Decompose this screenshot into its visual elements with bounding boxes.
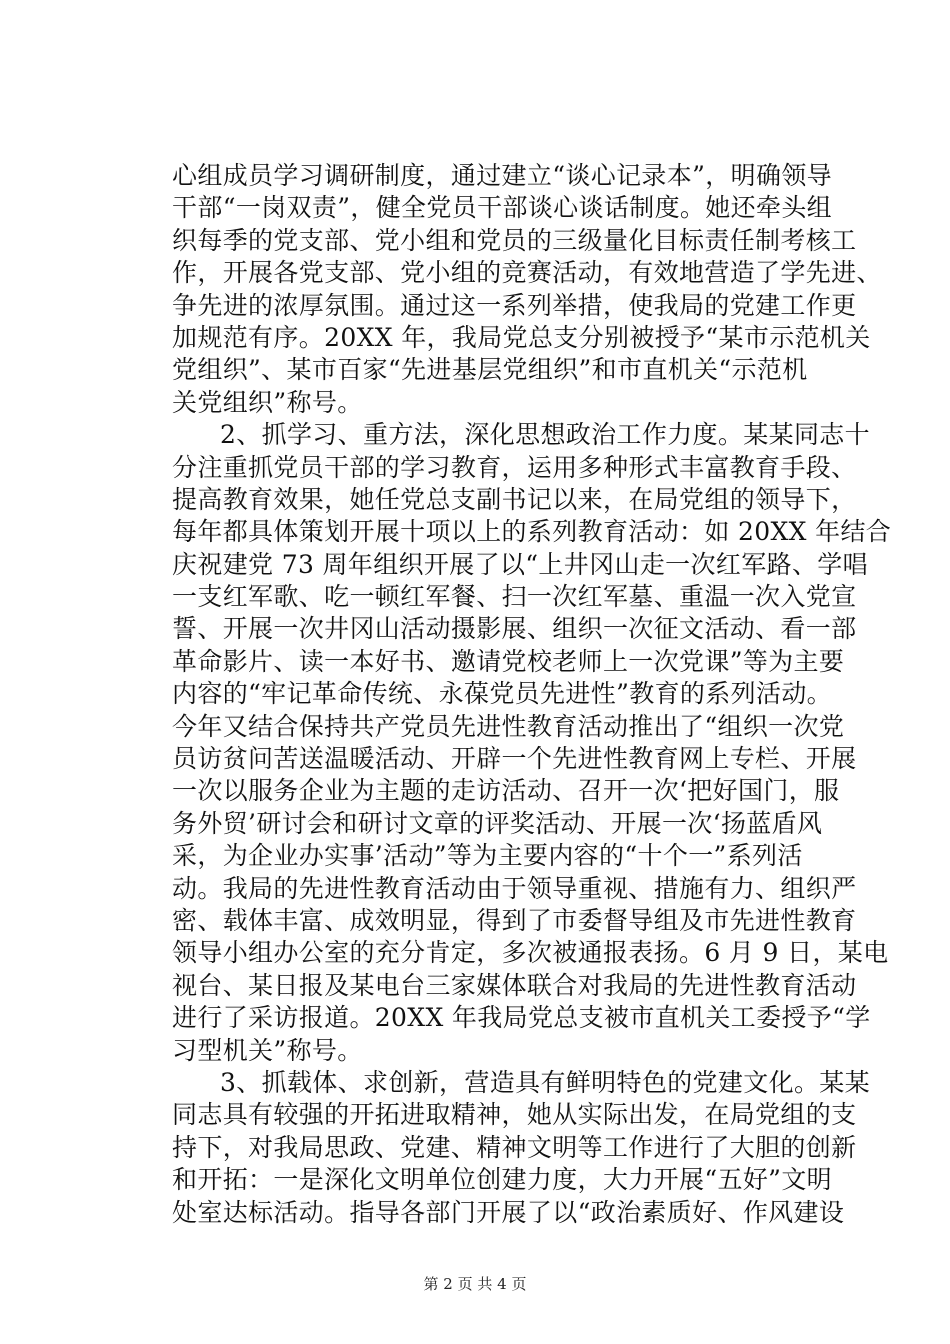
- text-line: 一支红军歌、吃一顿红军餐、扫一次红军墓、重温一次入党宣: [172, 582, 857, 612]
- text-line: 员访贫问苦送温暖活动、开辟一个先进性教育网上专栏、开展: [172, 744, 857, 774]
- text-line: 进行了采访报道。20XX 年我局党总支被市直机关工委授予“学: [172, 1003, 871, 1033]
- text-line: 作，开展各党支部、党小组的竞赛活动，有效地营造了学先进、: [172, 258, 882, 288]
- text-line: 提高教育效果，她任党总支副书记以来，在局党组的领导下，: [172, 484, 857, 514]
- text-line: 视台、某日报及某电台三家媒体联合对我局的先进性教育活动: [172, 970, 857, 1000]
- text-line: 同志具有较强的开拓进取精神，她从实际出发，在局党组的支: [172, 1100, 857, 1130]
- text-line: 内容的“牢记革命传统、永葆党员先进性”教育的系列活动。: [172, 679, 833, 709]
- text-line: 处室达标活动。指导各部门开展了以“政治素质好、作风建设: [172, 1197, 845, 1227]
- text-line: 一次以服务企业为主题的走访活动、召开一次‘把好国门，服: [172, 776, 840, 806]
- text-line: 织每季的党支部、党小组和党员的三级量化目标责任制考核工: [172, 225, 857, 255]
- text-line: 3、抓载体、求创新，营造具有鲜明特色的党建文化。某某: [220, 1067, 871, 1097]
- text-line: 干部“一岗双责”，健全党员干部谈心谈话制度。她还牵头组: [172, 193, 833, 223]
- document-body: [172, 160, 892, 1229]
- text-line: 每年都具体策划开展十项以上的系列教育活动：如 20XX 年结合: [172, 517, 892, 547]
- text-line: 今年又结合保持共产党员先进性教育活动推出了“组织一次党: [172, 711, 845, 741]
- text-line: 和开拓：一是深化文明单位创建力度，大力开展“五好”文明: [172, 1165, 833, 1195]
- text-line: 加规范有序。20XX 年，我局党总支分别被授予“某市示范机关: [172, 322, 871, 352]
- text-line: 心组成员学习调研制度，通过建立“谈心记录本”，明确领导: [172, 161, 833, 190]
- text-line: 庆祝建党 73 周年组织开展了以“上井冈山走一次红军路、学唱: [172, 549, 868, 579]
- text-line: 领导小组办公室的充分肯定，多次被通报表扬。6 月 9 日，某电: [172, 938, 889, 968]
- text-line: 习型机关”称号。: [172, 1035, 363, 1065]
- text-line: 持下，对我局思政、党建、精神文明等工作进行了大胆的创新: [172, 1132, 857, 1162]
- text-line: 革命影片、读一本好书、邀请党校老师上一次党课”等为主要: [172, 646, 845, 676]
- text-line: 争先进的浓厚氛围。通过这一系列举措，使我局的党建工作更: [172, 290, 857, 320]
- text-line: 誓、开展一次井冈山活动摄影展、组织一次征文活动、看一部: [172, 614, 857, 644]
- text-line: 2、抓学习、重方法，深化思想政治工作力度。某某同志十: [220, 420, 871, 450]
- page-footer: 第 2 页 共 4 页: [423, 1275, 527, 1293]
- text-line: 动。我局的先进性教育活动由于领导重视、措施有力、组织严: [172, 873, 857, 903]
- text-line: 党组织”、某市百家“先进基层党组织”和市直机关“示范机: [172, 355, 808, 385]
- text-line: 密、载体丰富、成效明显，得到了市委督导组及市先进性教育: [172, 905, 857, 935]
- text-line: 务外贸’研讨会和研讨文章的评奖活动、开展一次‘扬蓝盾风: [172, 808, 823, 838]
- text-line: 采，为企业办实事’活动”等为主要内容的“十个一”系列活: [172, 841, 803, 871]
- text-line: 分注重抓党员干部的学习教育，运用多种形式丰富教育手段、: [172, 452, 857, 482]
- text-line: 关党组织”称号。: [172, 387, 363, 417]
